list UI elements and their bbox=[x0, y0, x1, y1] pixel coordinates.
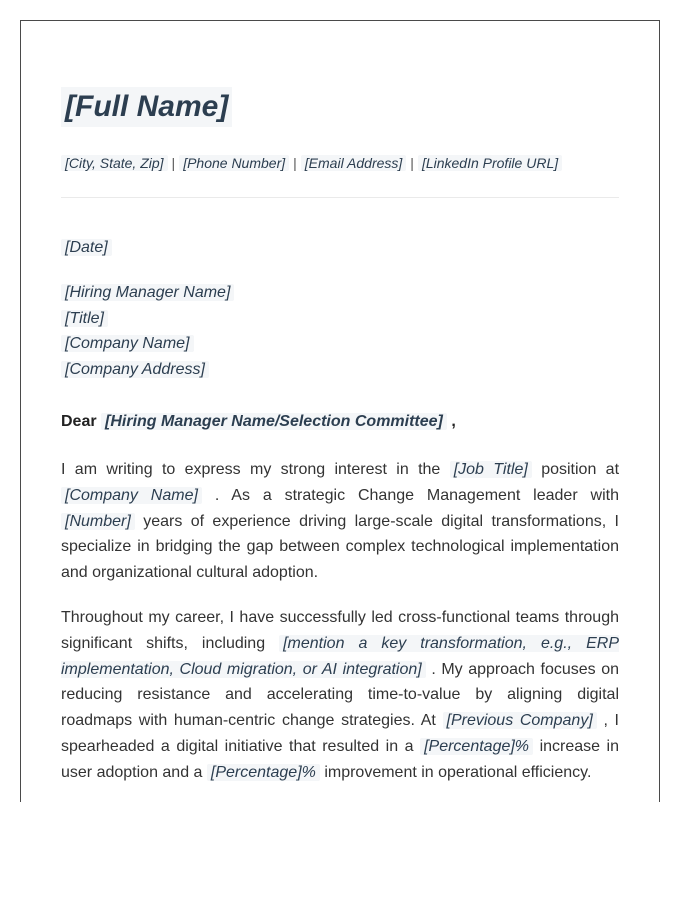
transformation-placeholder: [mention a key transformation, e.g., ERP implementation, Cloud migration, or AI integration] bbox=[61, 634, 619, 678]
recipient-address: [Company Address] bbox=[61, 361, 209, 378]
contact-email: [Email Address] bbox=[301, 155, 407, 171]
date-placeholder: [Date] bbox=[61, 239, 112, 256]
paragraph-text: increase in user adoption and a bbox=[61, 737, 620, 781]
paragraph-text: years of experience driving large-scale digital transformations, I specialize in bridging the gap between complex technological implementation and organizational cultural adoption. bbox=[61, 512, 619, 582]
job-title-placeholder: [Job Title] bbox=[450, 461, 532, 478]
letter-date bbox=[61, 239, 112, 257]
paragraph-text: improvement in operational efficiency. bbox=[324, 763, 592, 781]
recipient-block bbox=[61, 280, 234, 382]
contact-separator: | bbox=[171, 155, 176, 171]
contact-linkedin: [LinkedIn Profile URL] bbox=[418, 155, 562, 171]
paragraph-text: , I spearheaded a digital initiative that resulted in a bbox=[61, 712, 620, 755]
recipient-title: [Title] bbox=[61, 310, 108, 327]
previous-company-placeholder: [Previous Company] bbox=[443, 712, 597, 729]
paragraph-text: Throughout my career, I have successfully led cross-functional teams through significant shifts, including bbox=[61, 609, 619, 652]
paragraph-text: position at bbox=[541, 461, 620, 478]
contact-separator: | bbox=[410, 155, 414, 171]
contact-separator: | bbox=[293, 155, 297, 171]
full-name-heading: [Full Name] bbox=[61, 87, 232, 127]
percentage-placeholder-2: [Percentage]% bbox=[207, 764, 320, 781]
salutation-prefix: Dear bbox=[61, 413, 97, 430]
salutation-name: [Hiring Manager Name/Selection Committee] bbox=[101, 413, 447, 430]
paragraph-intro bbox=[61, 457, 619, 586]
recipient-name: [Hiring Manager Name] bbox=[61, 284, 234, 301]
years-number-placeholder: [Number] bbox=[61, 513, 135, 530]
paragraph-experience bbox=[61, 605, 619, 786]
company-name-placeholder: [Company Name] bbox=[61, 487, 202, 504]
salutation bbox=[61, 413, 456, 431]
recipient-company: [Company Name] bbox=[61, 335, 194, 352]
contact-phone: [Phone Number] bbox=[179, 155, 289, 171]
contact-line bbox=[61, 155, 562, 171]
letter-page bbox=[20, 20, 660, 802]
salutation-suffix: , bbox=[451, 413, 456, 430]
paragraph-text: . As a strategic Change Management leader with bbox=[214, 486, 619, 504]
header-divider bbox=[61, 197, 619, 198]
paragraph-text: . My approach focuses on reducing resistance and accelerating time-to-value by aligning digital roadmaps with human-centric change strategies. At bbox=[61, 660, 619, 730]
contact-city: [City, State, Zip] bbox=[61, 155, 168, 171]
paragraph-text: I am writing to express my strong interest in the bbox=[61, 461, 441, 478]
percentage-placeholder-1: [Percentage]% bbox=[420, 738, 533, 755]
